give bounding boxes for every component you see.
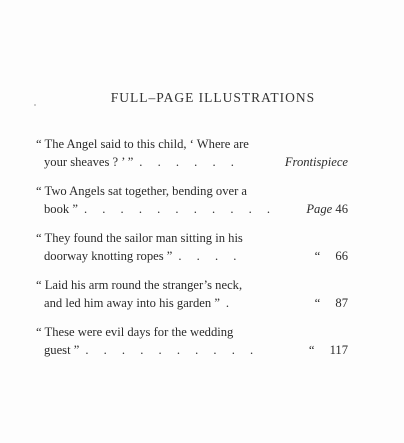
- ditto-mark: “: [314, 249, 321, 263]
- entry-caption-line1: “ Laid his arm round the stranger’s neck,: [36, 278, 243, 292]
- ditto-mark: “: [308, 343, 315, 357]
- illustration-entry: [36, 135, 348, 171]
- entry-caption-line2-row: [36, 341, 348, 359]
- illustration-entry: [36, 182, 348, 218]
- page-heading: FULL–PAGE ILLUSTRATIONS: [110, 90, 316, 105]
- page-number: 46: [335, 202, 348, 216]
- page-number: 87: [335, 296, 348, 310]
- entry-page-reference: [303, 341, 348, 359]
- entry-page-reference: [279, 153, 348, 171]
- entry-caption-line2-row: [36, 247, 348, 265]
- entry-caption-line2-row: [36, 200, 348, 218]
- frontispiece-label: Frontispiece: [284, 155, 348, 169]
- illustration-entry: [36, 229, 348, 265]
- page-number: 117: [329, 343, 348, 357]
- entry-page-reference: [300, 200, 348, 218]
- entry-caption-line2-row: [36, 153, 348, 171]
- leader-dots: . . . . . . . . . .: [85, 343, 260, 357]
- leader-dots: . . . . . . . . . . .: [83, 202, 277, 216]
- entry-caption-line2-row: [36, 294, 348, 312]
- entry-caption-line2: your sheaves ? ’ ”: [44, 155, 134, 169]
- illustration-entry: [36, 323, 348, 359]
- entry-page-reference: [309, 247, 348, 265]
- leader-dots: . . . . . .: [139, 155, 240, 169]
- leader-dots: . . . .: [178, 249, 243, 263]
- page-number: 66: [335, 249, 348, 263]
- entry-caption-line1: “ These were evil days for the wedding: [36, 325, 234, 339]
- entry-caption-line1: “ The Angel said to this child, ‘ Where are: [36, 137, 249, 151]
- entry-caption-line1: “ They found the sailor man sitting in his: [36, 231, 243, 245]
- entry-caption-line1: “ Two Angels sat together, bending over a: [36, 184, 248, 198]
- illustration-entry: [36, 276, 348, 312]
- entry-caption-line2: guest ”: [44, 343, 80, 357]
- entry-caption-line2: book ”: [44, 202, 78, 216]
- ditto-mark: “: [314, 296, 321, 310]
- entry-caption-line2: doorway knotting ropes ”: [44, 249, 173, 263]
- entry-page-reference: [309, 294, 348, 312]
- entry-caption-line2: and led him away into his garden ”: [44, 296, 220, 310]
- page-label: Page: [306, 202, 333, 216]
- leader-dots: .: [225, 296, 236, 310]
